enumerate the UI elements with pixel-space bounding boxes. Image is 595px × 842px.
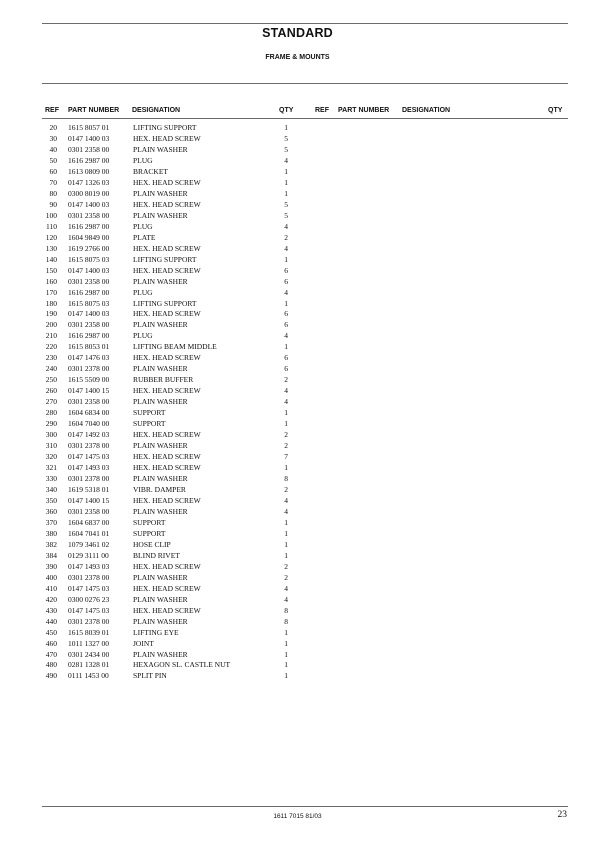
table-row bbox=[0, 485, 595, 496]
part-ref: 60 bbox=[49, 166, 57, 176]
part-designation: RUBBER BUFFER bbox=[133, 375, 194, 385]
part-designation: PLUG bbox=[133, 287, 153, 297]
table-row bbox=[0, 397, 595, 408]
part-qty: 4 bbox=[284, 583, 288, 593]
part-number: 1604 7040 00 bbox=[68, 419, 110, 429]
table-row bbox=[0, 496, 595, 507]
part-ref: 460 bbox=[45, 638, 57, 648]
part-ref: 270 bbox=[45, 397, 57, 407]
part-designation: LIFTING SUPPORT bbox=[133, 298, 197, 308]
part-designation: SPLIT PIN bbox=[133, 671, 167, 681]
part-designation: PLATE bbox=[133, 232, 156, 242]
part-designation: PLUG bbox=[133, 155, 153, 165]
part-ref: 100 bbox=[45, 210, 57, 220]
part-qty: 1 bbox=[284, 254, 288, 264]
right-column-header-ref: REF bbox=[315, 107, 329, 114]
part-qty: 4 bbox=[284, 243, 288, 253]
part-designation: HEX. HEAD SCREW bbox=[133, 243, 201, 253]
part-number: 0300 0276 23 bbox=[68, 594, 110, 604]
part-number: 0147 1400 15 bbox=[68, 495, 110, 505]
part-designation: PLAIN WASHER bbox=[133, 441, 188, 451]
part-designation: HEX. HEAD SCREW bbox=[133, 463, 201, 473]
part-number: 1615 5509 00 bbox=[68, 375, 110, 385]
part-number: 0147 1475 03 bbox=[68, 583, 110, 593]
part-designation: PLAIN WASHER bbox=[133, 188, 188, 198]
table-row bbox=[0, 364, 595, 375]
part-number: 0147 1400 15 bbox=[68, 386, 110, 396]
part-qty: 4 bbox=[284, 594, 288, 604]
part-number: 0147 1400 03 bbox=[68, 265, 110, 275]
table-row bbox=[0, 309, 595, 320]
part-ref: 300 bbox=[45, 430, 57, 440]
right-column-header-part-number: PART NUMBER bbox=[338, 107, 390, 114]
part-qty: 1 bbox=[284, 408, 288, 418]
table-row bbox=[0, 331, 595, 342]
part-number: 1615 8075 03 bbox=[68, 254, 110, 264]
part-designation: PLAIN WASHER bbox=[133, 572, 188, 582]
column-header-designation: DESIGNATION bbox=[132, 107, 181, 114]
header-rule bbox=[42, 83, 568, 84]
part-number: 1615 8075 03 bbox=[68, 298, 110, 308]
part-qty: 2 bbox=[284, 232, 288, 242]
part-ref: 450 bbox=[45, 627, 57, 637]
part-qty: 6 bbox=[284, 265, 288, 275]
part-qty: 4 bbox=[284, 495, 288, 505]
part-designation: HEX. HEAD SCREW bbox=[133, 495, 201, 505]
part-number: 0147 1400 03 bbox=[68, 309, 110, 319]
table-row bbox=[0, 419, 595, 430]
part-number: 0301 2378 00 bbox=[68, 364, 110, 374]
table-row bbox=[0, 222, 595, 233]
table-row bbox=[0, 551, 595, 562]
right-column-header-qty: QTY bbox=[548, 107, 563, 114]
part-qty: 2 bbox=[284, 561, 288, 571]
part-number: 1619 5318 01 bbox=[68, 484, 110, 494]
table-row bbox=[0, 628, 595, 639]
part-ref: 190 bbox=[45, 309, 57, 319]
part-designation: HOSE CLIP bbox=[133, 539, 171, 549]
part-qty: 6 bbox=[284, 276, 288, 286]
table-row bbox=[0, 123, 595, 134]
part-designation: PLAIN WASHER bbox=[133, 474, 188, 483]
table-row bbox=[0, 320, 595, 331]
part-ref: 220 bbox=[45, 342, 57, 352]
part-designation: PLAIN WASHER bbox=[133, 397, 188, 407]
part-qty: 6 bbox=[284, 320, 288, 330]
part-ref: 330 bbox=[45, 474, 57, 483]
table-row bbox=[0, 167, 595, 178]
part-ref: 210 bbox=[45, 331, 57, 341]
table-row bbox=[0, 255, 595, 266]
part-designation: LIFTING SUPPORT bbox=[133, 123, 197, 132]
part-number: 0147 1476 03 bbox=[68, 353, 110, 363]
part-number: 1616 2987 00 bbox=[68, 331, 110, 341]
table-row bbox=[0, 200, 595, 211]
part-designation: HEX. HEAD SCREW bbox=[133, 133, 201, 143]
table-row bbox=[0, 584, 595, 595]
table-row bbox=[0, 595, 595, 606]
part-designation: BLIND RIVET bbox=[133, 550, 180, 560]
part-designation: SUPPORT bbox=[133, 408, 166, 418]
part-number: 1604 7041 01 bbox=[68, 528, 110, 538]
part-number: 0301 2378 00 bbox=[68, 474, 110, 483]
part-qty: 8 bbox=[284, 474, 288, 483]
part-qty: 1 bbox=[284, 419, 288, 429]
part-number: 0301 2358 00 bbox=[68, 397, 110, 407]
part-ref: 180 bbox=[45, 298, 57, 308]
part-ref: 130 bbox=[45, 243, 57, 253]
column-header-qty: QTY bbox=[279, 107, 294, 114]
part-designation: PLAIN WASHER bbox=[133, 506, 188, 516]
table-row bbox=[0, 660, 595, 671]
part-ref: 490 bbox=[45, 671, 57, 681]
part-ref: 90 bbox=[49, 199, 57, 209]
part-designation: PLAIN WASHER bbox=[133, 649, 188, 659]
part-designation: HEX. HEAD SCREW bbox=[133, 430, 201, 440]
part-number: 1615 8053 01 bbox=[68, 342, 110, 352]
part-number: 0281 1328 01 bbox=[68, 660, 110, 670]
part-ref: 321 bbox=[45, 463, 57, 473]
table-row bbox=[0, 474, 595, 485]
table-row bbox=[0, 244, 595, 255]
part-designation: LIFTING SUPPORT bbox=[133, 254, 197, 264]
part-designation: PLUG bbox=[133, 331, 153, 341]
part-ref: 40 bbox=[49, 144, 57, 154]
part-designation: SUPPORT bbox=[133, 419, 166, 429]
part-ref: 370 bbox=[45, 517, 57, 527]
table-row bbox=[0, 233, 595, 244]
table-row bbox=[0, 375, 595, 386]
part-designation: HEX. HEAD SCREW bbox=[133, 353, 201, 363]
table-row bbox=[0, 353, 595, 364]
part-qty: 1 bbox=[284, 342, 288, 352]
part-qty: 1 bbox=[284, 463, 288, 473]
part-ref: 110 bbox=[46, 221, 57, 231]
part-qty: 2 bbox=[284, 441, 288, 451]
part-designation: BRACKET bbox=[133, 166, 169, 176]
part-ref: 260 bbox=[45, 386, 57, 396]
part-qty: 6 bbox=[284, 309, 288, 319]
part-ref: 430 bbox=[45, 605, 57, 615]
part-number: 0147 1475 03 bbox=[68, 452, 110, 462]
part-designation: LIFTING BEAM MIDDLE bbox=[133, 342, 217, 352]
part-qty: 1 bbox=[284, 627, 288, 637]
part-ref: 250 bbox=[45, 375, 57, 385]
part-designation: PLAIN WASHER bbox=[133, 594, 188, 604]
part-qty: 5 bbox=[284, 133, 288, 143]
table-row bbox=[0, 540, 595, 551]
part-qty: 1 bbox=[284, 166, 288, 176]
part-qty: 1 bbox=[284, 188, 288, 198]
table-row bbox=[0, 211, 595, 222]
part-designation: HEX. HEAD SCREW bbox=[133, 265, 201, 275]
table-row bbox=[0, 145, 595, 156]
part-ref: 390 bbox=[45, 561, 57, 571]
part-designation: SUPPORT bbox=[133, 517, 166, 527]
part-number: 0301 2358 00 bbox=[68, 210, 110, 220]
part-ref: 410 bbox=[45, 583, 57, 593]
part-ref: 80 bbox=[49, 188, 57, 198]
part-qty: 4 bbox=[284, 331, 288, 341]
part-designation: SUPPORT bbox=[133, 528, 166, 538]
table-row bbox=[0, 178, 595, 189]
part-qty: 8 bbox=[284, 616, 288, 626]
part-designation: HEX. HEAD SCREW bbox=[133, 177, 201, 187]
page-number: 23 bbox=[557, 810, 567, 820]
part-number: 0147 1400 03 bbox=[68, 199, 110, 209]
part-ref: 470 bbox=[45, 649, 57, 659]
part-qty: 1 bbox=[284, 298, 288, 308]
part-designation: PLAIN WASHER bbox=[133, 144, 188, 154]
part-designation: HEXAGON SL. CASTLE NUT bbox=[133, 660, 231, 670]
part-ref: 360 bbox=[45, 506, 57, 516]
table-row bbox=[0, 386, 595, 397]
part-qty: 1 bbox=[284, 649, 288, 659]
table-row bbox=[0, 452, 595, 463]
part-qty: 7 bbox=[284, 452, 288, 462]
part-number: 1619 2766 00 bbox=[68, 243, 110, 253]
part-number: 0147 1493 03 bbox=[68, 561, 110, 571]
table-row bbox=[0, 529, 595, 540]
part-ref: 50 bbox=[49, 155, 57, 165]
part-ref: 350 bbox=[45, 495, 57, 505]
part-designation: HEX. HEAD SCREW bbox=[133, 199, 201, 209]
part-number: 0301 2358 00 bbox=[68, 320, 110, 330]
part-qty: 1 bbox=[284, 671, 288, 681]
part-qty: 6 bbox=[284, 364, 288, 374]
part-designation: PLAIN WASHER bbox=[133, 320, 188, 330]
part-qty: 4 bbox=[284, 287, 288, 297]
part-ref: 200 bbox=[45, 320, 57, 330]
part-number: 0301 2358 00 bbox=[68, 506, 110, 516]
table-row bbox=[0, 518, 595, 529]
part-qty: 1 bbox=[284, 528, 288, 538]
table-row bbox=[0, 342, 595, 353]
part-designation: HEX. HEAD SCREW bbox=[133, 309, 201, 319]
part-qty: 1 bbox=[284, 550, 288, 560]
table-row bbox=[0, 156, 595, 167]
part-number: 1615 8057 01 bbox=[68, 123, 110, 132]
part-qty: 1 bbox=[284, 638, 288, 648]
part-number: 0301 2434 00 bbox=[68, 649, 110, 659]
top-rule bbox=[42, 23, 568, 24]
part-qty: 5 bbox=[284, 144, 288, 154]
part-ref: 170 bbox=[45, 287, 57, 297]
part-qty: 4 bbox=[284, 386, 288, 396]
part-designation: PLAIN WASHER bbox=[133, 276, 188, 286]
page-title: STANDARD bbox=[262, 26, 333, 40]
table-row bbox=[0, 463, 595, 474]
part-qty: 4 bbox=[284, 397, 288, 407]
part-number: 0147 1400 03 bbox=[68, 133, 110, 143]
part-ref: 230 bbox=[45, 353, 57, 363]
part-number: 0147 1326 03 bbox=[68, 177, 110, 187]
part-number: 0111 1453 00 bbox=[68, 671, 109, 681]
part-number: 0147 1475 03 bbox=[68, 605, 110, 615]
part-number: 0300 8019 00 bbox=[68, 188, 110, 198]
part-ref: 150 bbox=[45, 265, 57, 275]
table-row bbox=[0, 134, 595, 145]
part-ref: 140 bbox=[45, 254, 57, 264]
part-designation: HEX. HEAD SCREW bbox=[133, 561, 201, 571]
part-number: 0147 1493 03 bbox=[68, 463, 110, 473]
part-ref: 280 bbox=[45, 408, 57, 418]
part-designation: HEX. HEAD SCREW bbox=[133, 386, 201, 396]
part-designation: HEX. HEAD SCREW bbox=[133, 452, 201, 462]
table-row bbox=[0, 408, 595, 419]
section-subtitle: FRAME & MOUNTS bbox=[265, 54, 330, 61]
document-code: 1611 7015 81/03 bbox=[273, 813, 322, 820]
part-number: 0301 2358 00 bbox=[68, 144, 110, 154]
part-qty: 5 bbox=[284, 199, 288, 209]
table-row bbox=[0, 288, 595, 299]
part-designation: HEX. HEAD SCREW bbox=[133, 583, 201, 593]
part-ref: 290 bbox=[45, 419, 57, 429]
part-qty: 1 bbox=[284, 660, 288, 670]
table-row bbox=[0, 430, 595, 441]
part-qty: 4 bbox=[284, 221, 288, 231]
part-ref: 440 bbox=[45, 616, 57, 626]
part-ref: 160 bbox=[45, 276, 57, 286]
part-designation: LIFTING EYE bbox=[133, 627, 179, 637]
part-number: 1079 3461 02 bbox=[68, 539, 110, 549]
footer-rule bbox=[42, 806, 568, 807]
part-qty: 1 bbox=[284, 177, 288, 187]
part-qty: 1 bbox=[284, 539, 288, 549]
part-ref: 310 bbox=[45, 441, 57, 451]
part-number: 1615 8039 01 bbox=[68, 627, 110, 637]
part-number: 0301 2378 00 bbox=[68, 572, 110, 582]
part-ref: 20 bbox=[49, 123, 57, 132]
part-qty: 5 bbox=[284, 210, 288, 220]
part-qty: 1 bbox=[284, 517, 288, 527]
table-row bbox=[0, 441, 595, 452]
part-number: 0301 2378 00 bbox=[68, 441, 110, 451]
part-ref: 320 bbox=[45, 452, 57, 462]
part-ref: 340 bbox=[45, 484, 57, 494]
part-ref: 400 bbox=[45, 572, 57, 582]
part-ref: 384 bbox=[45, 550, 57, 560]
part-designation: PLUG bbox=[133, 221, 153, 231]
table-row bbox=[0, 606, 595, 617]
part-number: 0129 3111 00 bbox=[68, 550, 109, 560]
table-row bbox=[0, 507, 595, 518]
table-row bbox=[0, 639, 595, 650]
part-qty: 1 bbox=[284, 123, 288, 132]
part-number: 0301 2358 00 bbox=[68, 276, 110, 286]
part-number: 1011 1327 00 bbox=[68, 638, 109, 648]
part-ref: 70 bbox=[49, 177, 57, 187]
part-number: 1604 6837 00 bbox=[68, 517, 110, 527]
table-row bbox=[0, 189, 595, 200]
part-qty: 2 bbox=[284, 375, 288, 385]
table-row bbox=[0, 617, 595, 628]
table-row bbox=[0, 266, 595, 277]
part-ref: 30 bbox=[49, 133, 57, 143]
part-ref: 380 bbox=[45, 528, 57, 538]
right-column-header-designation: DESIGNATION bbox=[402, 107, 451, 114]
column-header-rule bbox=[42, 118, 568, 119]
part-number: 1613 0809 00 bbox=[68, 166, 110, 176]
table-row bbox=[0, 671, 595, 682]
part-designation: JOINT bbox=[133, 638, 154, 648]
part-designation: PLAIN WASHER bbox=[133, 616, 188, 626]
part-qty: 6 bbox=[284, 353, 288, 363]
table-row bbox=[0, 650, 595, 661]
part-qty: 8 bbox=[284, 605, 288, 615]
column-header-part-number: PART NUMBER bbox=[68, 107, 120, 114]
part-number: 1604 9849 00 bbox=[68, 232, 110, 242]
table-row bbox=[0, 573, 595, 584]
part-ref: 240 bbox=[45, 364, 57, 374]
part-number: 1604 6834 00 bbox=[68, 408, 110, 418]
part-qty: 2 bbox=[284, 572, 288, 582]
table-row bbox=[0, 562, 595, 573]
part-ref: 420 bbox=[45, 594, 57, 604]
part-ref: 382 bbox=[45, 539, 57, 549]
part-qty: 4 bbox=[284, 506, 288, 516]
part-designation: PLAIN WASHER bbox=[133, 364, 188, 374]
part-number: 1616 2987 00 bbox=[68, 221, 110, 231]
table-row bbox=[0, 299, 595, 310]
part-ref: 120 bbox=[45, 232, 57, 242]
part-number: 0147 1492 03 bbox=[68, 430, 110, 440]
table-row bbox=[0, 277, 595, 288]
part-designation: VIBR. DAMPER bbox=[133, 484, 186, 494]
part-number: 1616 2987 00 bbox=[68, 155, 110, 165]
part-qty: 4 bbox=[284, 155, 288, 165]
part-designation: HEX. HEAD SCREW bbox=[133, 605, 201, 615]
part-designation: PLAIN WASHER bbox=[133, 210, 188, 220]
part-qty: 2 bbox=[284, 430, 288, 440]
column-header-ref: REF bbox=[45, 107, 59, 114]
part-qty: 2 bbox=[284, 484, 288, 494]
parts-list bbox=[0, 123, 595, 682]
part-number: 1616 2987 00 bbox=[68, 287, 110, 297]
part-ref: 480 bbox=[45, 660, 57, 670]
part-number: 0301 2378 00 bbox=[68, 616, 110, 626]
